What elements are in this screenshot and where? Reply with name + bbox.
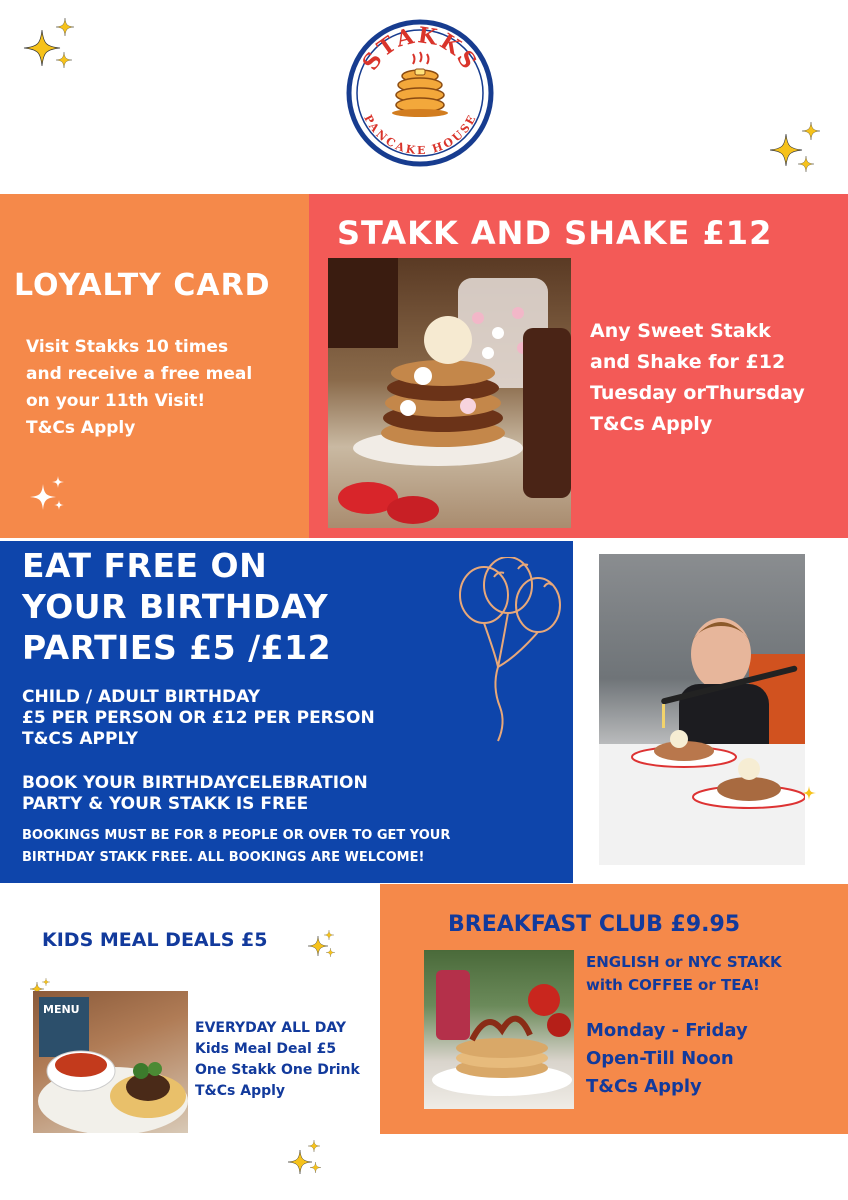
- birthday-child-photo: [599, 554, 805, 865]
- loyalty-description: [26, 334, 252, 442]
- kids-description: [195, 1018, 360, 1102]
- birthday-title-line: EAT FREE ON: [22, 546, 268, 585]
- balloons-icon: [446, 557, 566, 747]
- sweet-stakk-photo: [328, 258, 571, 528]
- sparkle-icon: [288, 1140, 326, 1178]
- breakfast-items: [586, 951, 782, 997]
- sparkle-icon: [770, 122, 824, 176]
- loyalty-line: T&Cs Apply: [26, 418, 136, 438]
- breakfast-title: BREAKFAST CLUB £9.95: [448, 912, 741, 937]
- sparkle-icon: [306, 930, 336, 960]
- sparkle-icon: [802, 786, 816, 800]
- breakfast-stakk-photo: [424, 950, 574, 1109]
- shake-line: T&Cs Apply: [590, 413, 713, 435]
- loyalty-card-panel: [0, 194, 309, 538]
- menu-card-text: MENU: [43, 1003, 80, 1016]
- kids-meal-photo: [33, 991, 188, 1133]
- breakfast-times: [586, 1017, 748, 1101]
- shake-line: Any Sweet Stakk: [590, 320, 771, 342]
- stakks-logo: [345, 18, 495, 168]
- loyalty-title: LOYALTY CARD: [14, 268, 271, 303]
- kids-line: EVERYDAY ALL DAY: [195, 1020, 347, 1036]
- sparkle-icon: [22, 16, 78, 72]
- breakfast-club-panel: [380, 884, 848, 1134]
- birthday-booking-note: [22, 825, 450, 869]
- logo-top-text: STAKKS: [357, 22, 483, 76]
- birthday-price-line: CHILD / ADULT BIRTHDAY: [22, 687, 261, 707]
- shake-line: Tuesday orThursday: [590, 382, 805, 404]
- kids-line: Kids Meal Deal £5: [195, 1041, 337, 1057]
- stakk-and-shake-panel: [309, 194, 848, 538]
- breakfast-time-line: T&Cs Apply: [586, 1076, 702, 1097]
- birthday-panel: [0, 541, 573, 883]
- logo-bottom-text: PANCAKE HOUSE: [361, 112, 479, 158]
- kids-title: KIDS MEAL DEALS £5: [42, 929, 268, 951]
- loyalty-line: on your 11th Visit!: [26, 391, 206, 411]
- kids-line: T&Cs Apply: [195, 1083, 286, 1099]
- birthday-price-line: £5 PER PERSON OR £12 PER PERSON: [22, 708, 375, 728]
- birthday-book-line: BOOK YOUR BIRTHDAYCELEBRATION: [22, 773, 368, 793]
- kids-line: One Stakk One Drink: [195, 1062, 360, 1078]
- birthday-title: [22, 545, 331, 668]
- breakfast-time-line: Monday - Friday: [586, 1020, 748, 1041]
- birthday-note-line: BOOKINGS MUST BE FOR 8 PEOPLE OR OVER TO GET YOUR: [22, 828, 451, 843]
- breakfast-item-line: ENGLISH or NYC STAKK: [586, 953, 782, 971]
- birthday-note-line: BIRTHDAY STAKK FREE. ALL BOOKINGS ARE WELCOME!: [22, 850, 425, 865]
- breakfast-time-line: Open-Till Noon: [586, 1048, 734, 1069]
- birthday-booking-offer: [22, 773, 368, 815]
- birthday-book-line: PARTY & YOUR STAKK IS FREE: [22, 794, 309, 814]
- shake-description: [590, 316, 805, 440]
- shake-title: STAKK AND SHAKE £12: [337, 214, 773, 252]
- birthday-title-line: PARTIES £5 /£12: [22, 628, 332, 667]
- sparkle-icon: [28, 474, 68, 514]
- birthday-title-line: YOUR BIRTHDAY: [22, 587, 329, 626]
- shake-line: and Shake for £12: [590, 351, 786, 373]
- loyalty-line: and receive a free meal: [26, 364, 253, 384]
- birthday-price-line: T&CS APPLY: [22, 729, 138, 749]
- breakfast-item-line: with COFFEE or TEA!: [586, 976, 760, 994]
- birthday-prices: [22, 687, 375, 750]
- loyalty-line: Visit Stakks 10 times: [26, 337, 229, 357]
